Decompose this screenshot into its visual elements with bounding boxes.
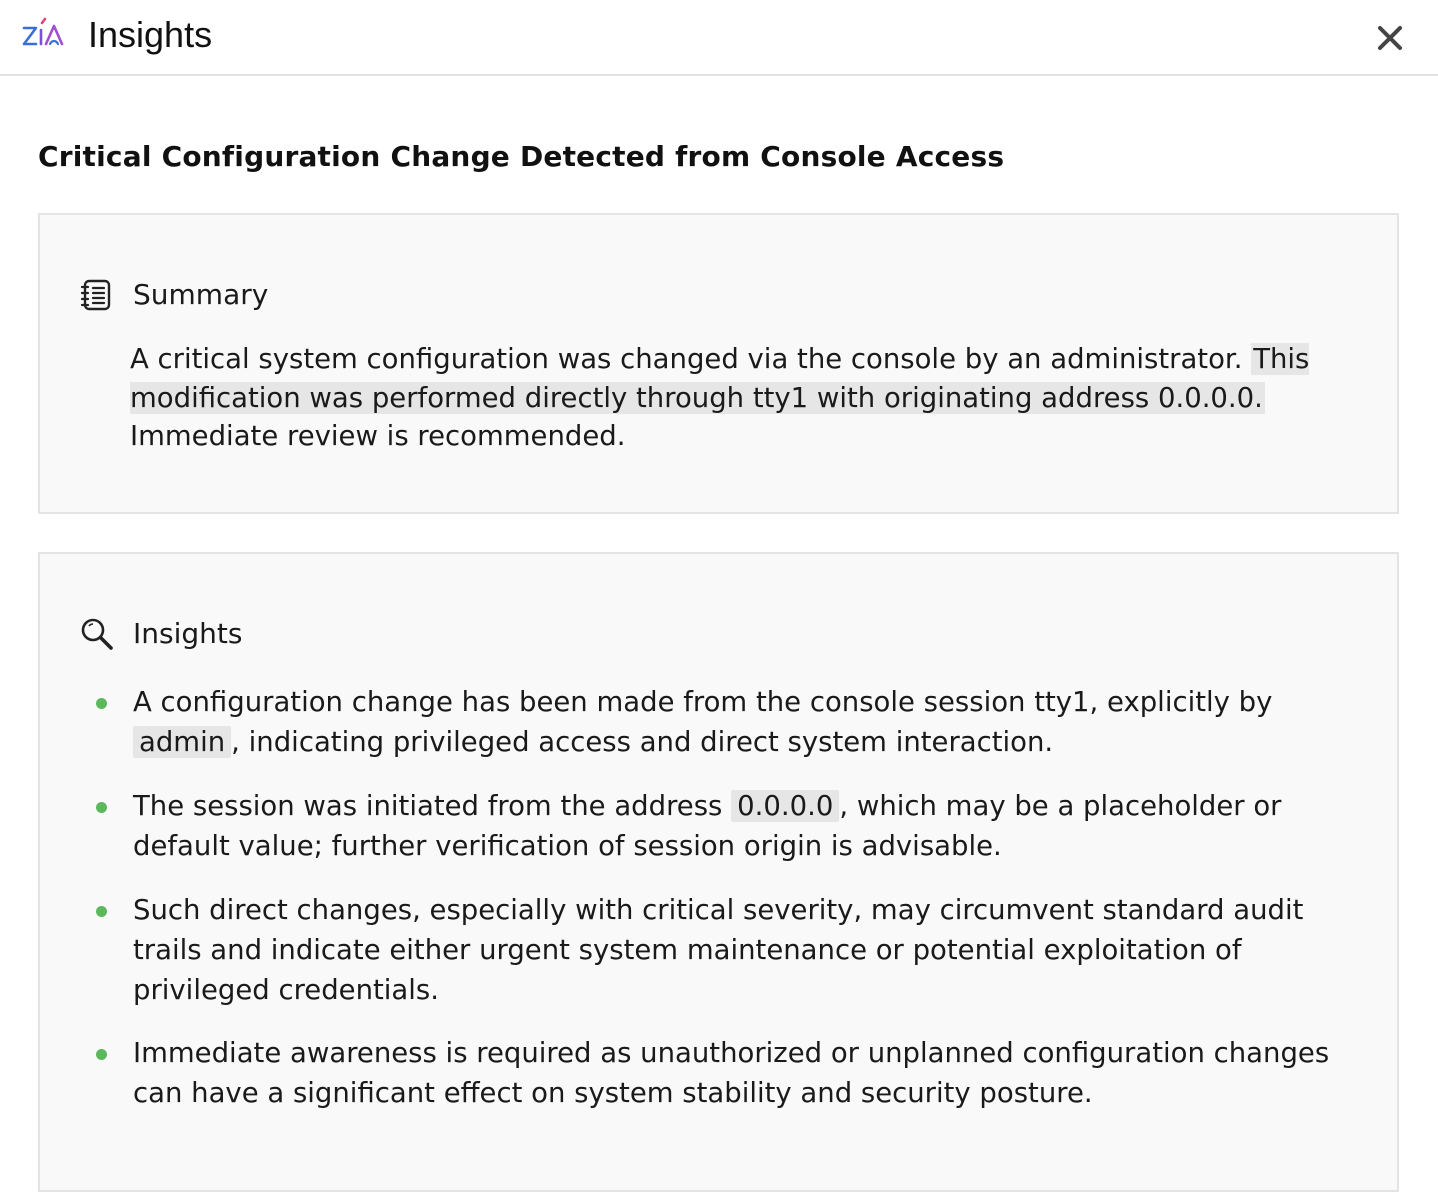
zia-logo-icon <box>20 16 66 54</box>
list-item-text <box>133 786 1343 866</box>
bullet-dot <box>96 906 107 917</box>
bullet-dot <box>96 698 107 709</box>
notebook-icon <box>80 277 114 313</box>
header-bar <box>0 0 1438 76</box>
list-item-text-after: , indicating privileged access and direct system interaction. <box>231 726 1054 758</box>
list-item-text <box>133 1033 1343 1113</box>
list-item-text-after: , which may be a placeholder or default value; further verification of session origin is advisable. <box>133 790 1282 862</box>
bullet-dot <box>96 802 107 813</box>
summary-text-highlighted: This modification was performed directly through tty1 with originating address 0.0.0.0. <box>130 343 1310 414</box>
summary-text-plain: A critical system configuration was changed via the console by an administrator. <box>130 343 1243 375</box>
inline-code: 0.0.0.0 <box>731 790 839 822</box>
list-item-text <box>133 682 1343 762</box>
bullet-dot <box>96 1049 107 1060</box>
list-item-text-before: Such direct changes, especially with critical severity, may circumvent standard audit trails and indicate either urgent system maintenance or potential exploitation of privileged credentials. <box>133 894 1304 1006</box>
insights-heading: Insights <box>133 617 243 650</box>
summary-text <box>130 340 1360 456</box>
list-item-text-before: A configuration change has been made from the console session tty1, explicitly by <box>133 686 1273 718</box>
header-title: Insights <box>88 14 213 55</box>
close-icon[interactable] <box>1372 20 1408 56</box>
page-title: Critical Configuration Change Detected from Console Access <box>38 140 1005 173</box>
inline-code: admin <box>133 726 231 758</box>
summary-text-after: Immediate review is recommended. <box>130 420 626 452</box>
insights-card <box>38 552 1399 1192</box>
list-item-text-before: The session was initiated from the address <box>133 790 732 822</box>
list-item-text-before: Immediate awareness is required as unauthorized or unplanned configuration changes can have a significant effect on system stability and security posture. <box>133 1037 1330 1109</box>
summary-card <box>38 213 1399 514</box>
list-item-text <box>133 890 1343 1010</box>
search-icon <box>80 616 114 652</box>
summary-heading: Summary <box>133 278 269 311</box>
